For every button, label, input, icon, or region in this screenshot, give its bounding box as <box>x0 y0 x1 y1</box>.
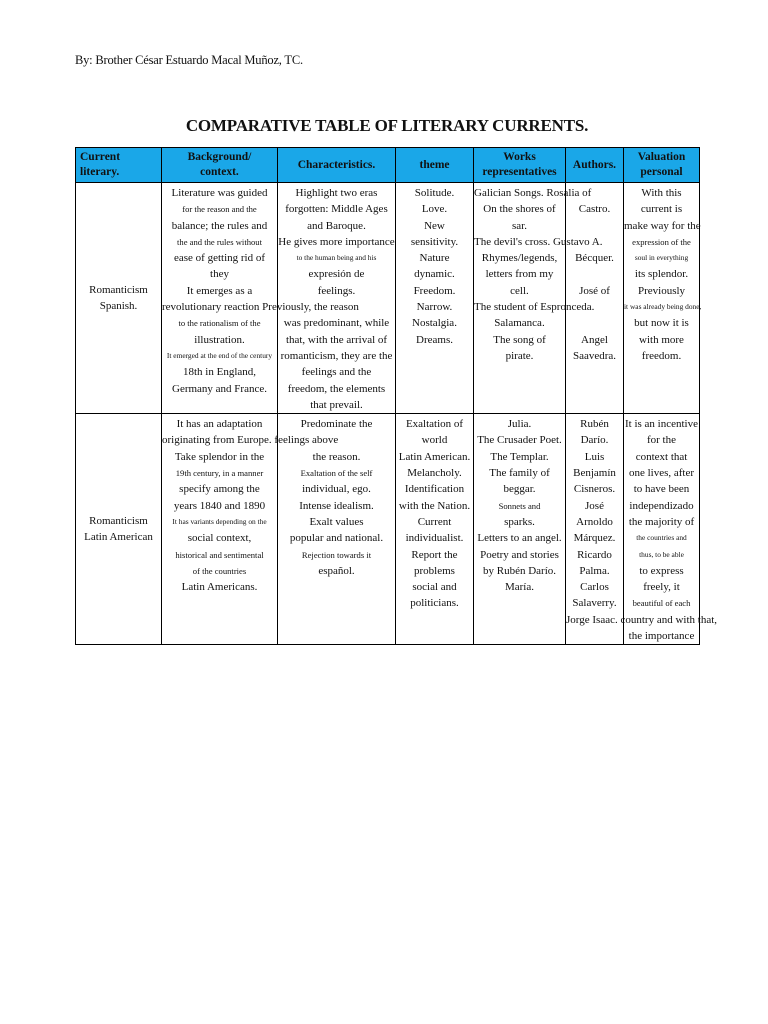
cell-line: the countries and <box>636 533 687 543</box>
cell-line: Arnoldo <box>576 515 613 528</box>
cell-line: Love. <box>421 203 448 216</box>
header-text: context. <box>200 166 239 178</box>
cell-line: problems <box>414 564 455 577</box>
cell-line: Angel <box>581 333 608 346</box>
cell-line: Palma. <box>579 564 610 577</box>
cell-line: feelings and the <box>301 366 372 379</box>
cell-line: He gives more importance <box>278 235 395 248</box>
cell-line: Julia. <box>507 418 532 431</box>
cell-line: they <box>210 268 229 281</box>
comparative-table <box>75 147 718 645</box>
cell-line: Exaltation of the self <box>300 468 373 479</box>
cell-line: to have been <box>633 483 690 496</box>
cell-line: soul in everything <box>634 253 689 263</box>
cell-line: historical and sentimental <box>175 549 264 560</box>
header-text: Current <box>80 151 121 163</box>
cell-line: José <box>585 499 604 512</box>
cell-line: and Baroque. <box>307 219 366 232</box>
header-text: personal <box>640 166 683 178</box>
cell-line: Solitude. <box>414 187 455 199</box>
cell-line: to the human being and his <box>296 253 377 263</box>
header-text: Background/ <box>187 151 252 163</box>
header-characteristics <box>278 148 396 183</box>
header-current-literary <box>76 148 162 183</box>
header-text: literary. <box>80 166 120 178</box>
cell-line: the importance <box>628 630 695 643</box>
cell-line: current is <box>640 203 683 216</box>
cell-authors <box>566 183 624 414</box>
header-text: Authors. <box>572 158 617 171</box>
cell-line: On the shores of <box>483 203 556 216</box>
cell-line: Identification <box>404 483 465 496</box>
cell-line: social and <box>412 581 457 594</box>
cell-line: that prevail. <box>310 398 363 411</box>
cell-line: illustration. <box>194 333 245 346</box>
cell-line: by Rubén Darío. <box>482 564 556 577</box>
cell-line: 19th century, in a manner <box>175 468 264 479</box>
cell-line: popular and national. <box>289 532 384 545</box>
header-theme <box>396 148 474 183</box>
cell-line: Intense idealism. <box>299 499 374 512</box>
cell-line: Galician Songs. Rosalia of <box>474 187 592 199</box>
cell-line: sensitivity. <box>410 235 459 248</box>
cell-current <box>76 183 162 414</box>
cell-line: Jorge Isaac. country and with that, <box>566 613 718 626</box>
cell-line: Literature was guided <box>171 187 268 199</box>
cell-line: Castro. <box>578 203 611 216</box>
cell-line: balance; the rules and <box>171 219 268 232</box>
cell-line: sparks. <box>504 515 535 528</box>
cell-line: context that <box>635 450 688 463</box>
cell-line: Melancholy. <box>407 467 462 480</box>
cell-line: the and the rules without <box>177 236 262 247</box>
cell-line: Report the <box>411 548 458 561</box>
cell-line: romanticism, they are the <box>280 349 393 362</box>
cell-line: with more <box>639 333 684 346</box>
cell-current <box>76 414 162 645</box>
cell-line: The song of <box>493 333 546 346</box>
table-header-row <box>76 148 700 183</box>
cell-line: Salaverry. <box>572 597 617 610</box>
cell-line: Predominate the <box>300 418 373 431</box>
cell-line: to the rationalism of the <box>178 318 261 329</box>
header-authors <box>566 148 624 183</box>
cell-line: beautiful of each <box>632 598 691 609</box>
cell-line: New <box>424 219 445 232</box>
cell-line: make way for the <box>624 219 701 232</box>
cell-line: freedom. <box>641 349 682 362</box>
cell-line: pirate. <box>505 349 534 362</box>
cell-line: years 1840 and 1890 <box>173 499 266 512</box>
cell-line: Dreams. <box>416 333 453 346</box>
cell-works <box>474 414 566 645</box>
cell-line: for the reason and the <box>182 204 257 215</box>
cell-line: Letters to an angel. <box>477 532 562 545</box>
cell-line: The Templar. <box>490 450 549 463</box>
cell-line: specify among the <box>179 483 260 496</box>
cell-line: was predominant, while <box>283 317 390 330</box>
cell-line: Exalt values <box>309 515 364 528</box>
cell-line: 18th in England, <box>182 366 257 379</box>
cell-line <box>566 315 623 331</box>
cell-line: revolutionary reaction Previously, the reason <box>162 301 359 314</box>
table-row-romanticism-spanish <box>76 183 700 414</box>
cell-line: Exaltation of <box>405 418 464 431</box>
cell-characteristics <box>278 414 396 645</box>
cell-valuation <box>624 414 700 645</box>
cell-line: originating from Europe. feelings above <box>162 434 339 447</box>
cell-line: of the countries <box>192 565 247 576</box>
cell-line: letters from my <box>485 268 554 281</box>
cell-theme <box>396 183 474 414</box>
cell-line: freely, it <box>643 581 680 594</box>
header-background-context <box>162 148 278 183</box>
cell-line: it was already being done, <box>624 302 702 312</box>
cell-line: It has an adaptation <box>176 418 263 431</box>
header-text: Characteristics. <box>297 158 376 171</box>
cell-line: cell. <box>510 284 529 297</box>
cell-line: thus, to be able <box>639 549 684 559</box>
cell-line: Latin American <box>84 531 153 544</box>
cell-line: The devil's cross. Gustavo A. <box>474 235 603 248</box>
cell-line: Narrow. <box>416 301 453 314</box>
cell-line: with the Nation. <box>398 499 471 512</box>
cell-line <box>566 266 623 282</box>
cell-line: It emerged at the end of the century <box>166 350 273 360</box>
cell-line: Latin American. <box>398 450 471 463</box>
cell-line: Saavedra. <box>572 349 617 362</box>
cell-line: With this <box>641 187 682 199</box>
cell-line: expresión de <box>308 268 365 281</box>
cell-line: Darío. <box>580 434 609 447</box>
cell-line: Nostalgia. <box>412 317 457 330</box>
cell-line: its splendor. <box>634 268 689 281</box>
cell-line: Sonnets and <box>498 500 541 511</box>
cell-line: sar. <box>512 219 527 232</box>
cell-line <box>566 218 623 234</box>
cell-line: freedom, the elements <box>287 382 386 395</box>
cell-line: It is an incentive <box>624 418 698 431</box>
cell-line: español. <box>318 564 355 577</box>
cell-line: The family of <box>489 467 550 480</box>
cell-characteristics <box>278 183 396 414</box>
cell-line: María. <box>504 581 534 594</box>
cell-line: Carlos <box>580 581 609 594</box>
cell-line: independizado <box>629 499 694 512</box>
header-text: theme <box>419 158 450 171</box>
cell-line: expression of the <box>632 236 691 247</box>
cell-line: Cisneros. <box>573 483 616 496</box>
cell-line: for the <box>646 434 676 447</box>
page-title: COMPARATIVE TABLE OF LITERARY CURRENTS. <box>185 116 589 135</box>
cell-line: individualist. <box>405 532 464 545</box>
header-works-representatives <box>474 148 566 183</box>
cell-line: Rhymes/legends, <box>481 252 558 265</box>
cell-line: dynamic. <box>414 268 455 281</box>
cell-line: Highlight two eras <box>295 187 378 199</box>
cell-theme <box>396 414 474 645</box>
cell-line: the reason. <box>312 450 361 463</box>
cell-line: to express <box>639 564 684 577</box>
table-row-romanticism-latin-american <box>76 414 700 645</box>
cell-line: social context, <box>187 532 252 545</box>
cell-line: Latin Americans. <box>181 581 258 594</box>
cell-valuation <box>624 183 700 414</box>
cell-line: world <box>421 434 448 447</box>
cell-line: Germany and France. <box>172 382 267 395</box>
cell-line: Ricardo <box>577 548 612 561</box>
cell-line: Rubén <box>580 418 609 431</box>
cell-line: José of <box>579 284 610 297</box>
cell-line: feelings. <box>317 284 356 297</box>
cell-line: Spanish. <box>99 300 138 313</box>
cell-line: It emerges as a <box>186 284 253 297</box>
cell-line: Poetry and stories <box>480 548 559 561</box>
cell-line: individual, ego. <box>302 483 371 496</box>
author-byline: By: Brother César Estuardo Macal Muñoz, TC. <box>75 53 303 67</box>
cell-line: Márquez. <box>573 532 616 545</box>
cell-line: The student of Espronceda. <box>474 301 595 314</box>
cell-line: Benjamín <box>573 467 616 480</box>
cell-line: Salamanca. <box>494 317 545 330</box>
cell-line: Bécquer. <box>575 252 614 265</box>
cell-line: Nature <box>419 252 450 265</box>
cell-line: Freedom. <box>413 284 456 297</box>
header-text: Valuation <box>637 151 686 163</box>
cell-line: Current <box>417 515 452 528</box>
cell-line: politicians. <box>410 597 459 610</box>
cell-line: one lives, after <box>628 467 695 480</box>
cell-line: Romanticism <box>89 514 148 527</box>
cell-line: It has variants depending on the <box>172 516 267 526</box>
cell-line: The Crusader Poet. <box>477 434 562 447</box>
header-valuation-personal <box>624 148 700 183</box>
cell-line: Luis <box>584 450 605 463</box>
cell-line: Previously <box>637 284 686 297</box>
cell-line: forgotten: Middle Ages <box>285 203 388 216</box>
cell-line: beggar. <box>503 483 536 496</box>
cell-line: the majority of <box>628 515 695 528</box>
header-text: Works <box>503 151 536 163</box>
cell-line: ease of getting rid of <box>173 252 266 265</box>
cell-line: but now it is <box>634 317 689 330</box>
cell-line: Take splendor in the <box>174 450 265 463</box>
header-text: representatives <box>482 166 557 178</box>
cell-line: that, with the arrival of <box>285 333 388 346</box>
cell-line: Rejection towards it <box>301 549 372 560</box>
cell-line: Romanticism <box>89 283 148 296</box>
